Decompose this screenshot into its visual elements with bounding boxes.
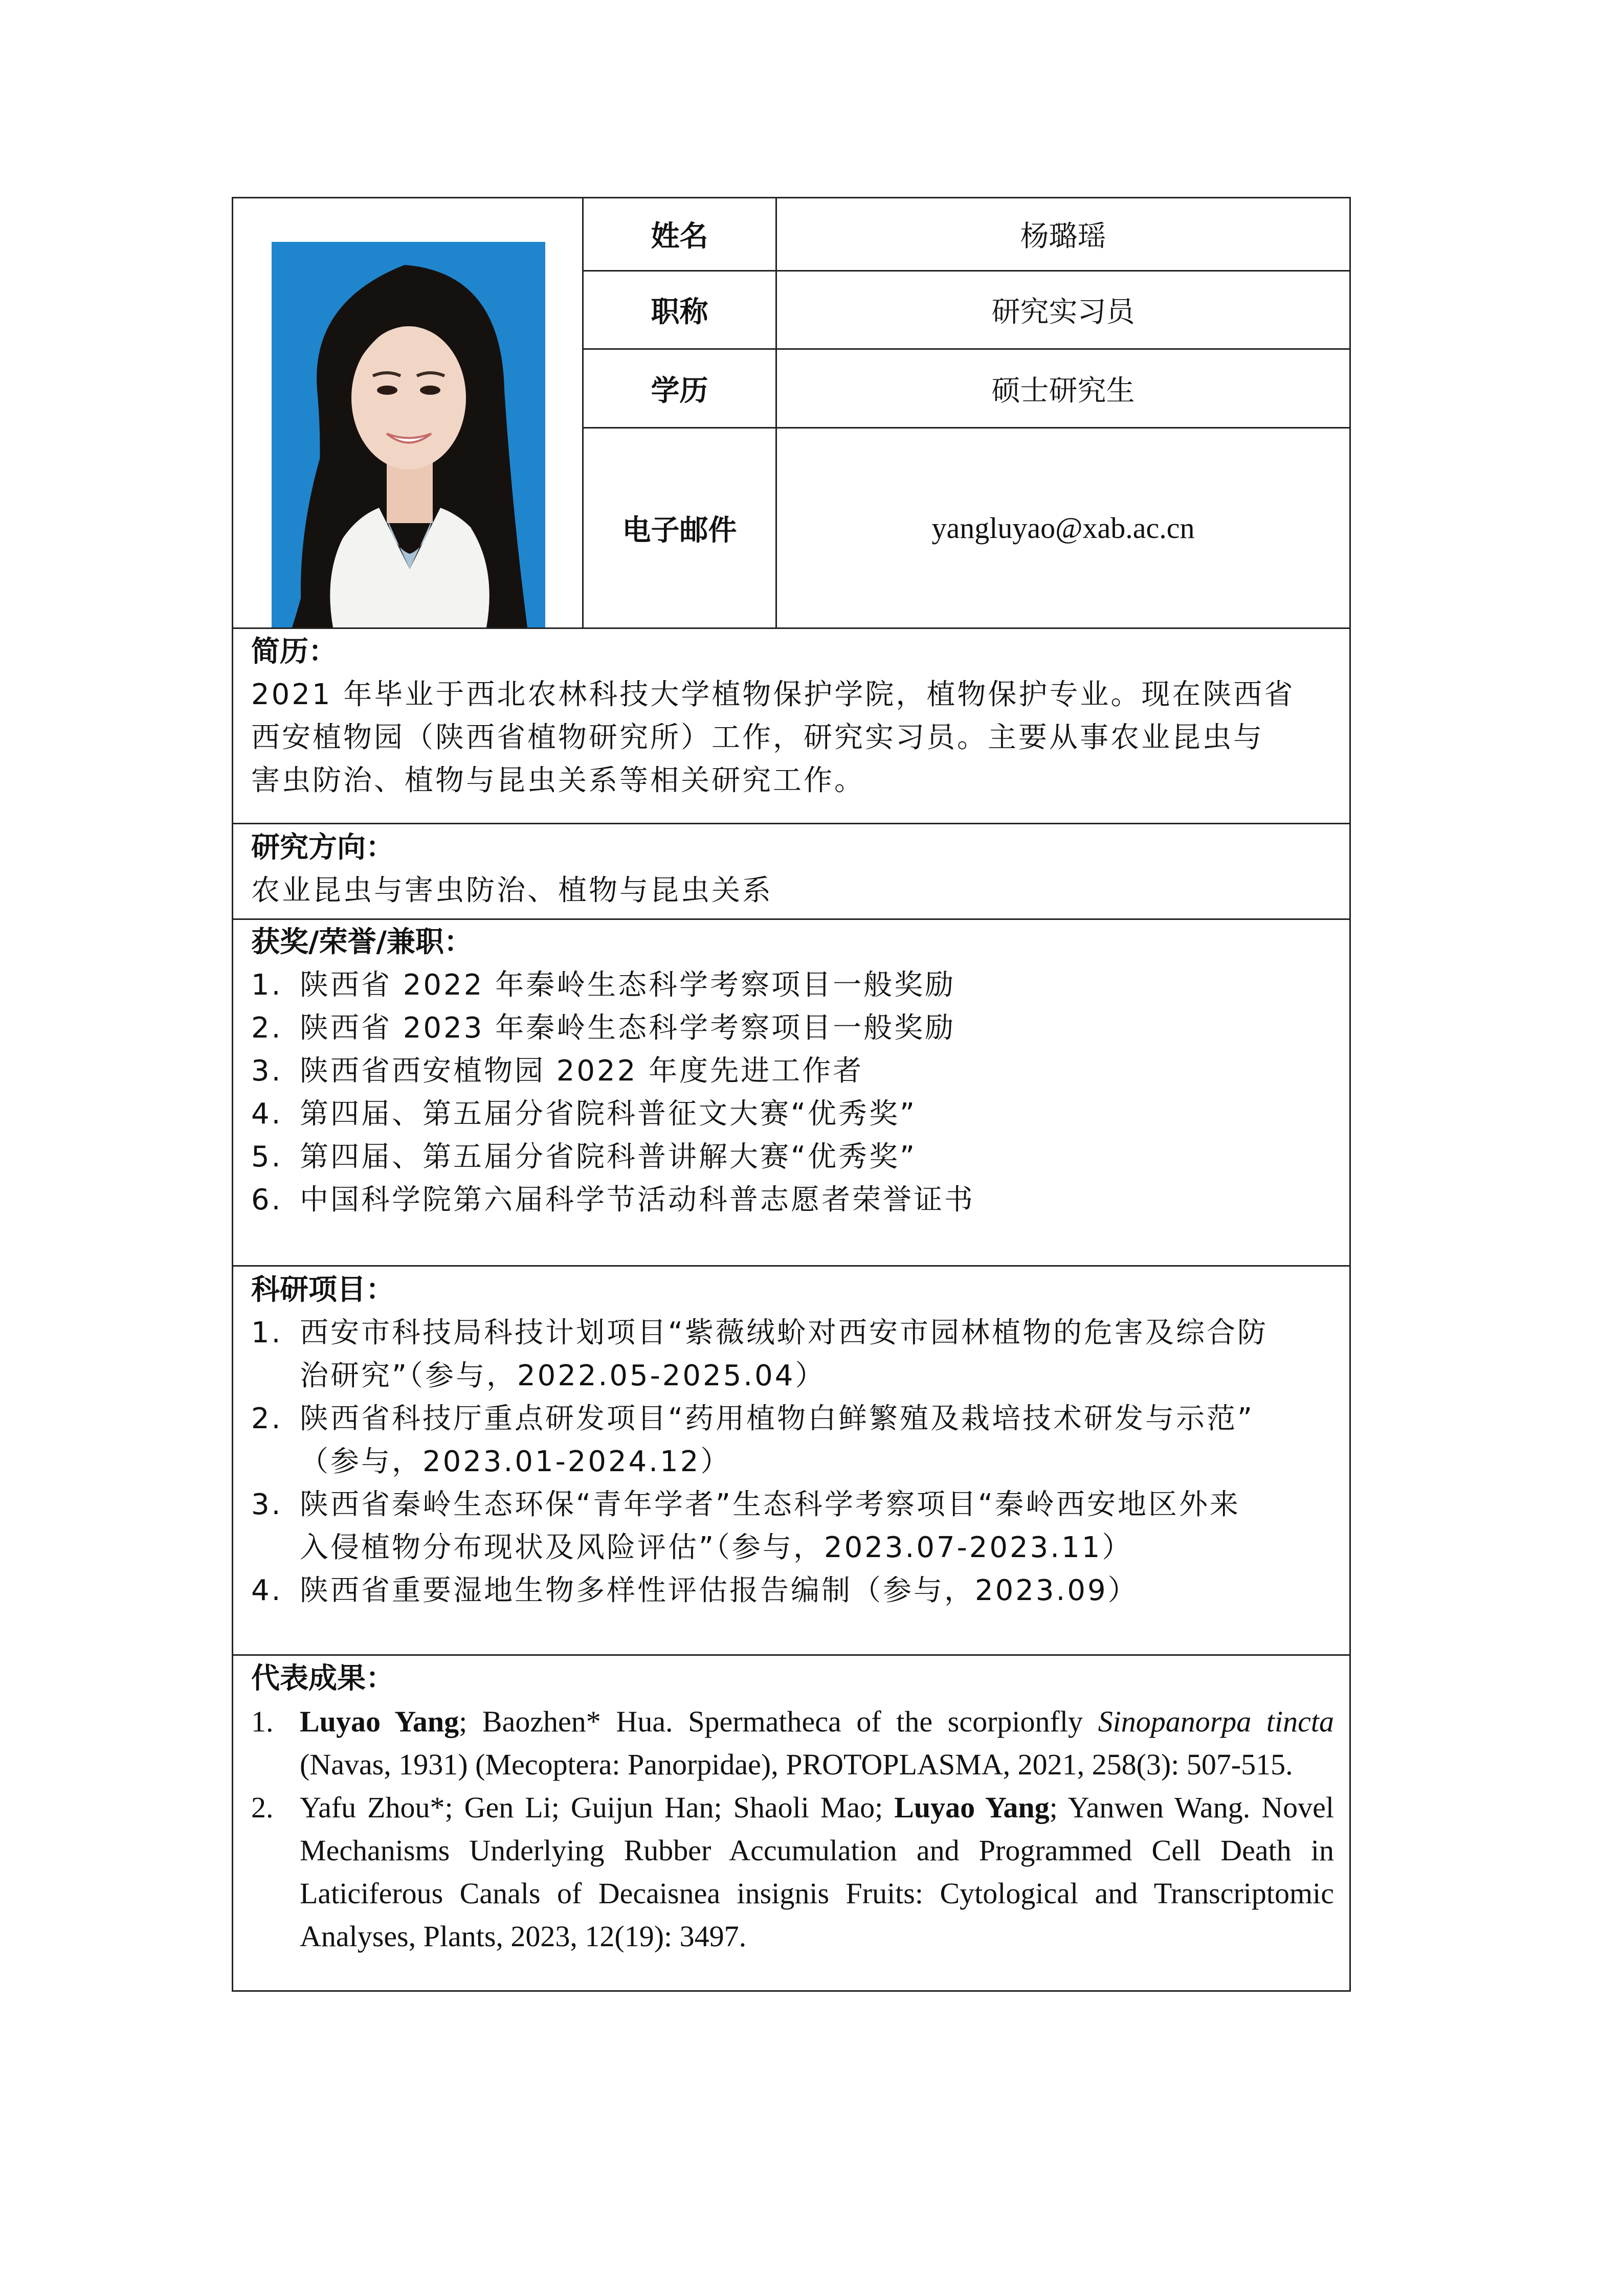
divider (233, 627, 1349, 629)
award-text: 陕西省 2022 年秦岭生态科学考察项目一般奖励 (300, 969, 956, 1002)
publication-item (251, 1700, 1334, 1786)
award-text: 第四届、第五届分省院科普征文大赛“优秀奖” (300, 1097, 917, 1131)
award-item (251, 1179, 1334, 1222)
project-line: 治研究”（参与，2022.05-2025.04） (300, 1359, 826, 1392)
project-line: 西安市科技局科技计划项目“紫薇绒蚧对西安市园林植物的危害及综合防 (300, 1316, 1269, 1349)
project-number: 2. (251, 1402, 283, 1435)
project-number: 1. (251, 1316, 283, 1349)
research-title: 研究方向： (251, 831, 394, 864)
project-number: 3. (251, 1488, 283, 1521)
award-number: 3. (251, 1054, 283, 1088)
bio-line: 害虫防治、植物与昆虫关系等相关研究工作。 (251, 764, 865, 797)
project-item (251, 1398, 1334, 1483)
email-label: 电子邮件 (622, 513, 737, 547)
bio-line: 西安植物园（陕西省植物研究所）工作，研究实习员。主要从事农业昆虫与 (251, 721, 1264, 754)
publication-author-highlight: Luyao Yang (300, 1705, 459, 1738)
email-value[interactable]: yangluyao@xab.ac.cn (931, 511, 1195, 545)
award-number: 5. (251, 1140, 283, 1174)
project-line: 陕西省重要湿地生物多样性评估报告编制（参与，2023.09） (300, 1574, 1139, 1607)
project-item (251, 1312, 1334, 1398)
publications-title: 代表成果： (251, 1662, 394, 1695)
education-label: 学历 (651, 374, 708, 408)
awards-title: 获奖/荣誉/兼职： (251, 926, 473, 959)
projects-title: 科研项目： (251, 1273, 394, 1307)
project-line: 陕西省科技厅重点研发项目“药用植物白鲜繁殖及栽培技术研发与示范” (300, 1402, 1255, 1435)
project-item (251, 1569, 1334, 1612)
award-number: 1. (251, 969, 283, 1002)
award-item (251, 1050, 1334, 1093)
portrait-image (272, 242, 545, 627)
title-value: 研究实习员 (991, 296, 1135, 329)
award-number: 2. (251, 1011, 283, 1045)
research-text: 农业昆虫与害虫防治、植物与昆虫关系 (251, 874, 773, 907)
project-item (251, 1483, 1334, 1569)
award-number: 4. (251, 1097, 283, 1131)
publication-text: (Navas, 1931) (Mecoptera: Panorpidae), PROTOPLASMA, 2021, 258(3): 507-515. (300, 1748, 1293, 1781)
award-text: 陕西省西安植物园 2022 年度先进工作者 (300, 1054, 864, 1088)
awards-section (251, 921, 1334, 1222)
publication-text: ; Yanwen Wang. Novel Mechanisms Underlying Rubber Accumulation and Programmed Cell Death in Laticiferous Canals of Decaisnea insignis Fruits: Cytological and Transcriptomic Analyses, Plants, 2023, 12(19): 3497. (300, 1791, 1334, 1953)
projects-section (251, 1269, 1334, 1612)
divider (233, 823, 1349, 824)
publication-author-highlight: Luyao Yang (894, 1791, 1050, 1824)
publications-section (251, 1657, 1334, 1958)
project-line: （参与，2023.01-2024.12） (300, 1445, 731, 1478)
education-value: 硕士研究生 (991, 374, 1135, 408)
award-number: 6. (251, 1183, 283, 1217)
publication-text: Yafu Zhou*; Gen Li; Guijun Han; Shaoli Mao; (300, 1791, 895, 1824)
profile-table (232, 197, 1351, 1992)
divider (233, 1654, 1349, 1656)
award-item (251, 1007, 1334, 1050)
award-item (251, 1136, 1334, 1179)
bio-line: 2021 年毕业于西北农林科技大学植物保护学院，植物保护专业。现在陕西省 (251, 678, 1295, 711)
divider (233, 918, 1349, 920)
publication-species: Sinopanorpa tincta (1098, 1705, 1334, 1738)
publication-item (251, 1786, 1334, 1958)
name-label: 姓名 (651, 220, 708, 253)
award-text: 陕西省 2023 年秦岭生态科学考察项目一般奖励 (300, 1011, 956, 1045)
publication-number: 2. (251, 1791, 274, 1824)
bio-title: 简历： (251, 635, 337, 668)
award-item (251, 1093, 1334, 1136)
divider (233, 1265, 1349, 1267)
title-label: 职称 (651, 296, 708, 329)
project-line: 入侵植物分布现状及风险评估”（参与，2023.07-2023.11） (300, 1531, 1133, 1564)
award-text: 中国科学院第六届科学节活动科普志愿者荣誉证书 (300, 1183, 975, 1217)
project-number: 4. (251, 1574, 283, 1607)
research-section (251, 826, 1334, 912)
profile-photo (272, 242, 545, 627)
name-value: 杨璐瑶 (1020, 220, 1106, 253)
award-item (251, 964, 1334, 1007)
bio-section (251, 631, 1334, 802)
publication-text: ; Baozhen* Hua. Spermatheca of the scorpionfly (459, 1705, 1098, 1738)
award-text: 第四届、第五届分省院科普讲解大赛“优秀奖” (300, 1140, 917, 1174)
publication-number: 1. (251, 1705, 274, 1738)
project-line: 陕西省秦岭生态环保“青年学者”生态科学考察项目“秦岭西安地区外来 (300, 1488, 1241, 1521)
